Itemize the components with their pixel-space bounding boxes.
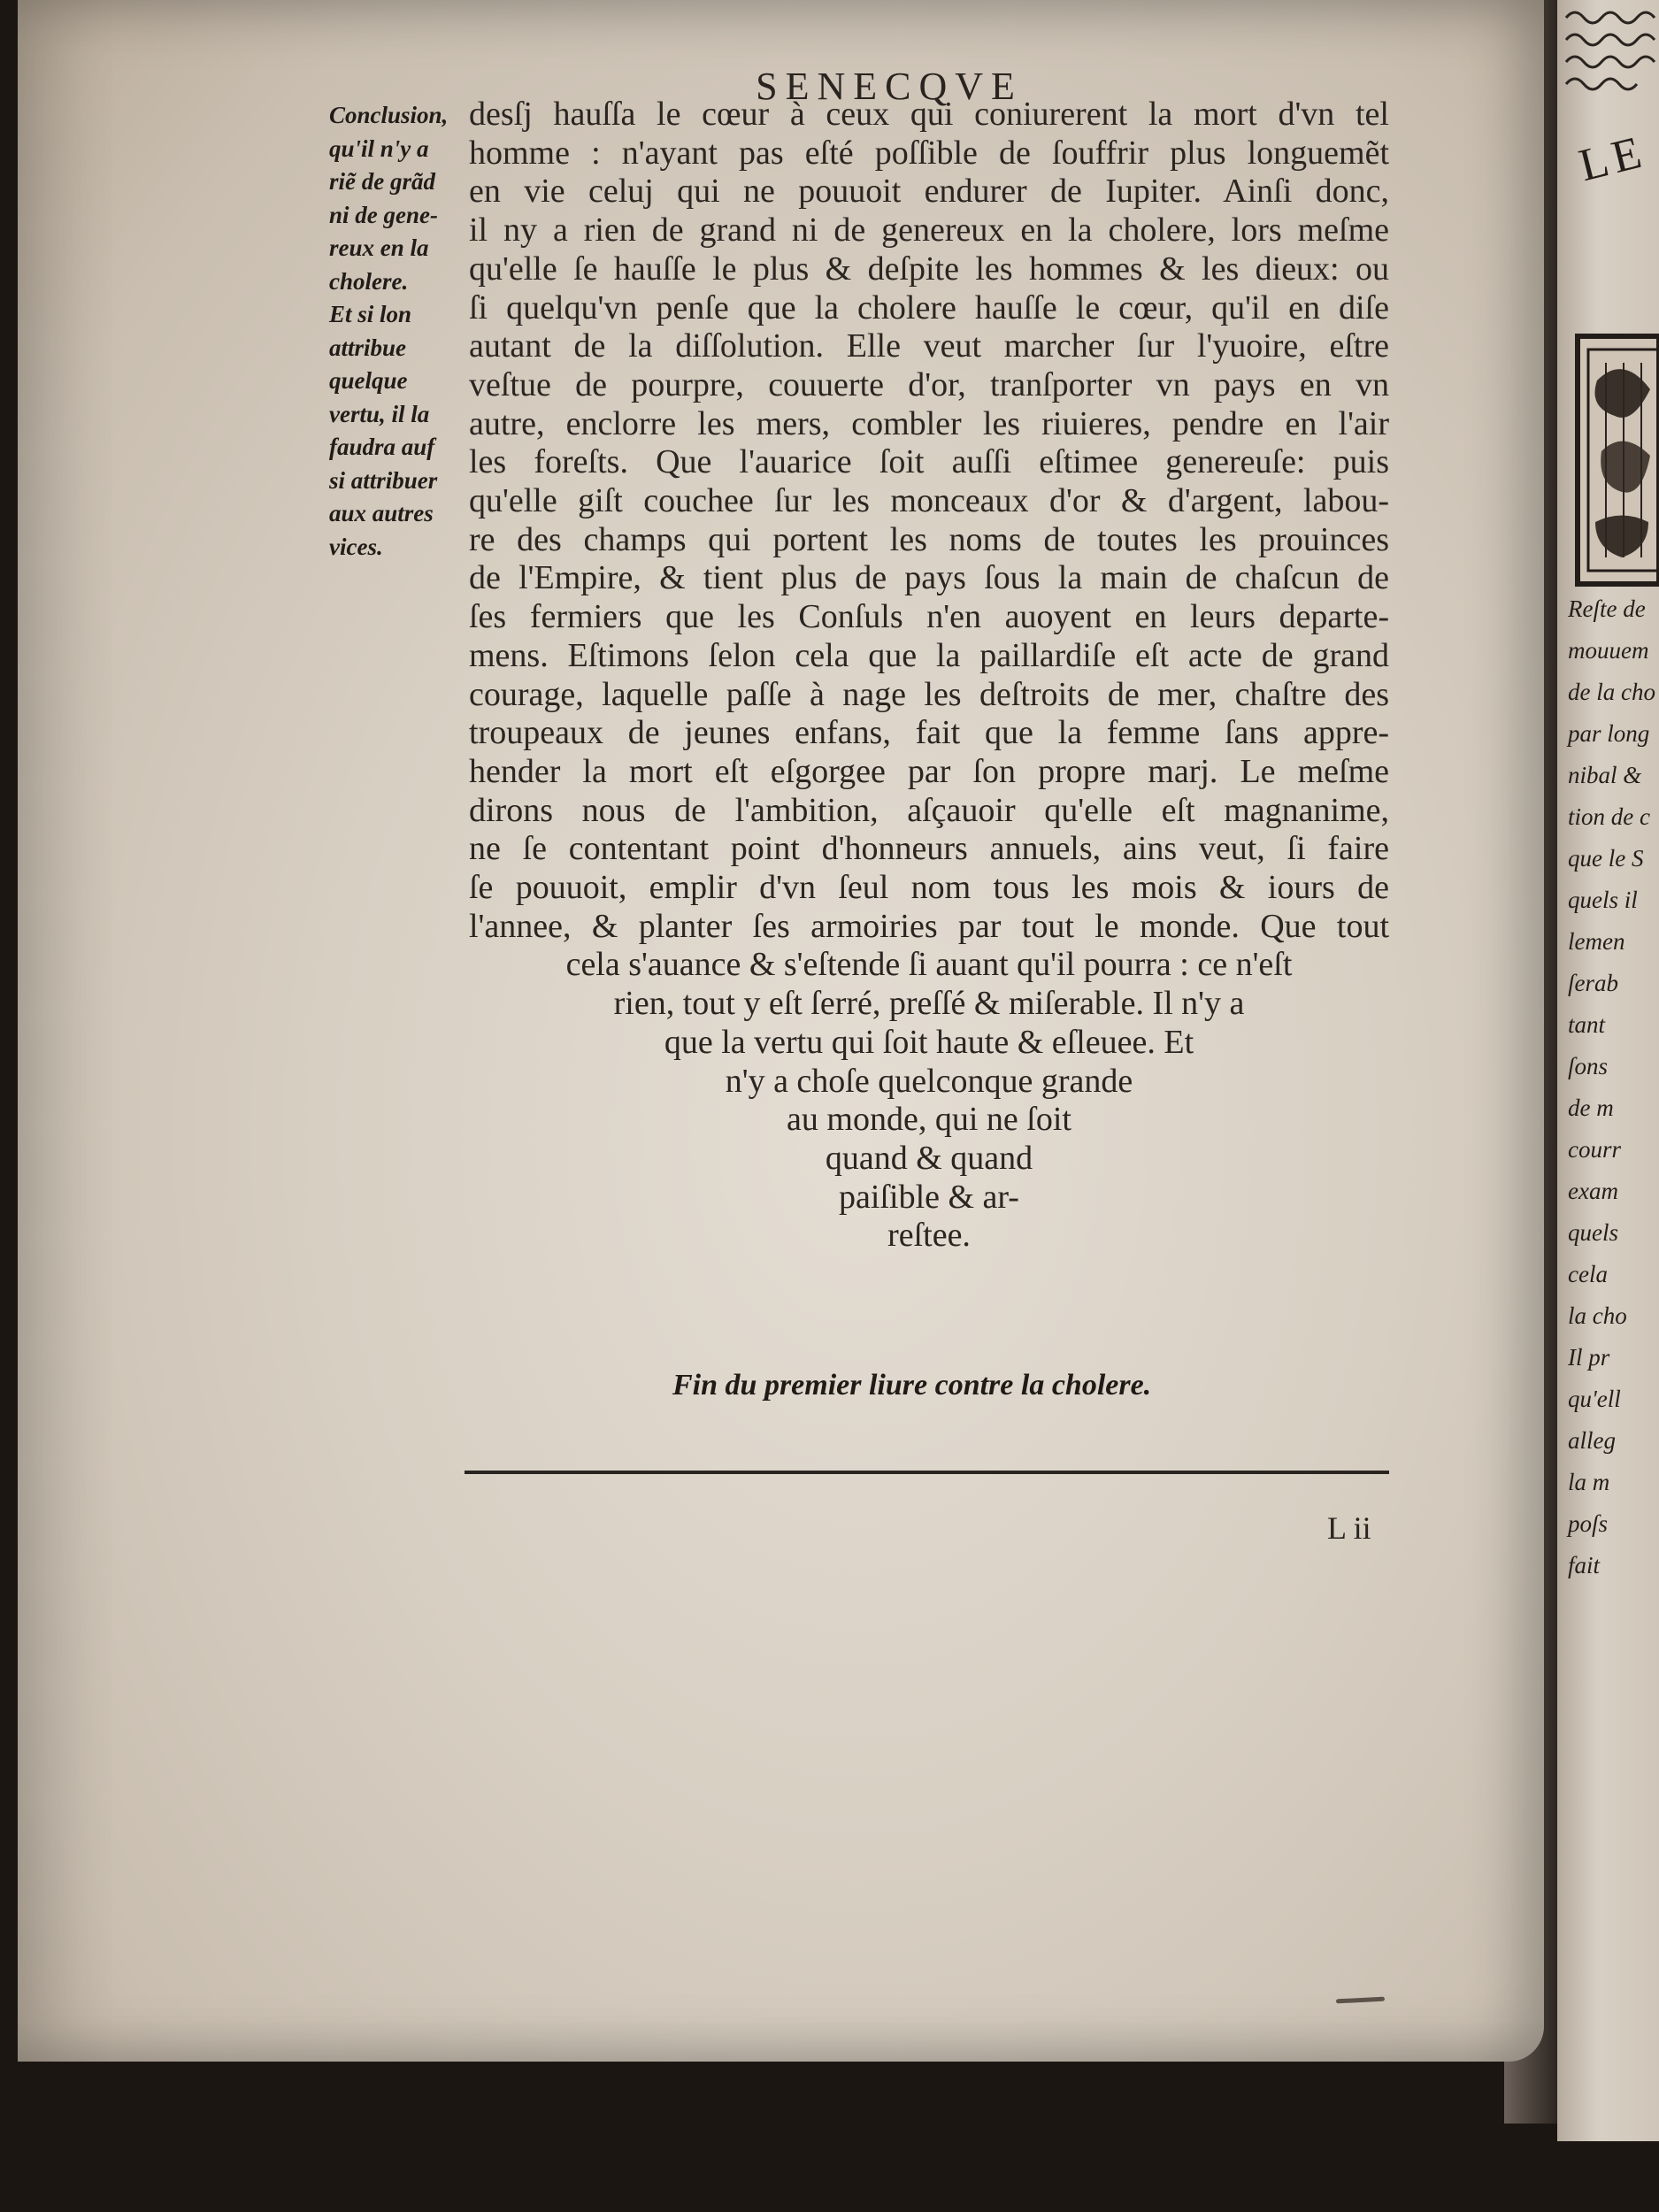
margin-note-line: la m (1568, 1469, 1610, 1495)
text-line: paiſible & ar- (839, 1178, 1019, 1216)
text-line: ne ſe contentant point d'honneurs annuels, ains veut, ſi faire (469, 830, 1389, 868)
colophon: Fin du premier liure contre la cholere. (672, 1369, 1152, 1402)
margin-note-line: attribue (329, 334, 407, 361)
text-line: courage, laquelle paſſe à nage les deſtroits de mer, chaſtre des (469, 675, 1389, 713)
right-margin-note (1568, 588, 1659, 1586)
text-line: mens. Eſtimons ſelon cela que la paillardiſe eſt acte de grand (469, 636, 1389, 674)
margin-note-line: tion de c (1568, 803, 1650, 830)
margin-note-line: que le S (1568, 845, 1644, 872)
margin-note-line: aux autres (329, 500, 434, 526)
margin-note-line: tant (1568, 1011, 1606, 1038)
tapered-paragraph (469, 946, 1389, 1256)
text-line: desſj hauſſa le cœur à ceux qui coniurerent la mort d'vn tel (469, 96, 1389, 133)
text-line: hender la mort eſt eſgorgee par ſon propre marj. Le meſme (469, 752, 1389, 790)
text-line: veſtue de pourpre, couuerte d'or, tranſporter vn pays en vn (469, 365, 1389, 403)
margin-note-line: vertu, il la (329, 400, 430, 427)
margin-note-line: Reſte de (1568, 595, 1646, 622)
text-line: autant de la diſſolution. Elle veut marcher ſur l'yuoire, eſtre (469, 327, 1389, 365)
margin-note-line: courr (1568, 1136, 1621, 1163)
text-line: autre, enclorre les mers, combler les riuieres, pendre en l'air (469, 404, 1389, 442)
margin-note-line: ſons (1568, 1053, 1609, 1079)
margin-note-line: exam (1568, 1178, 1618, 1204)
margin-note-line: Et si lon (329, 301, 412, 327)
margin-note-line: faudra auf (329, 434, 435, 460)
margin-note-line: nibal & (1568, 762, 1642, 788)
margin-note-line: lemen (1568, 928, 1625, 955)
margin-note-line: qu'ell (1568, 1386, 1621, 1412)
margin-note-line: quels il (1568, 887, 1638, 913)
margin-note-line: alleg (1568, 1427, 1616, 1454)
text-line: il ny a rien de grand ni de genereux en la cholere, lors meſme (469, 211, 1389, 250)
text-line: homme : n'ayant pas eſté poſſible de ſouffrir plus longuemẽt (469, 134, 1389, 172)
margin-note-line: mouuem (1568, 637, 1649, 664)
text-line: troupeaux de jeunes enfans, fait que la femme ſans appre- (469, 714, 1389, 752)
margin-note-line: cholere. (329, 267, 409, 295)
text-line: reſtee. (887, 1217, 971, 1255)
horizontal-rule (465, 1471, 1389, 1474)
margin-note-line: cela (1568, 1261, 1608, 1287)
margin-note-line: vices. (329, 533, 383, 560)
margin-note-line: ni de gene- (329, 201, 438, 228)
text-line: re des champs qui portent les noms de toutes les prouinces (469, 520, 1389, 558)
margin-note-line: qu'il n'y a (329, 134, 429, 162)
margin-note-line: la cho (1568, 1302, 1627, 1329)
right-running-head: LE (1574, 126, 1652, 192)
text-line: de l'Empire, & tient plus de pays ſous la main de chaſcun de (469, 559, 1389, 597)
running-head: SENECQVE (756, 65, 1023, 108)
margin-note-line: si attribuer (329, 466, 438, 494)
text-line: rien, tout y eſt ſerré, preſſé & miſerable. Il n'y a (613, 985, 1245, 1023)
text-line: quand & quand (825, 1139, 1033, 1177)
margin-note-line: de la cho (1568, 679, 1655, 705)
woodcut-illustration-icon (1571, 327, 1659, 593)
margin-note-line: fait (1568, 1552, 1601, 1578)
text-line: au monde, qui ne ſoit (787, 1101, 1071, 1139)
margin-note-line: Conclusion, (329, 102, 449, 128)
text-line: l'annee, & planter ſes armoiries par tout le monde. Que tout (469, 907, 1389, 945)
text-line: dirons nous de l'ambition, aſçauoir qu'elle eſt magnanime, (469, 791, 1389, 829)
text-line: ſes fermiers que les Conſuls n'en auoyent en leurs departe- (469, 598, 1389, 636)
ornament-border-icon (1557, 0, 1659, 106)
text-line: en vie celuj qui ne pouuoit endurer de Iupiter. Ainſi donc, (469, 173, 1389, 211)
text-line: ſi quelqu'vn penſe que la cholere hauſſe le cœur, qu'il en diſe (469, 288, 1389, 326)
text-line: les foreſts. Que l'auarice ſoit auſſi eſtimee genereuſe: puis (469, 443, 1389, 481)
margin-note-line: quels (1568, 1219, 1618, 1246)
text-line: n'y a choſe quelconque grande (725, 1062, 1133, 1100)
margin-note-line: quelque (329, 367, 408, 394)
signature-mark: L ii (1327, 1510, 1371, 1546)
text-line: qu'elle ſe hauſſe le plus & deſpite les hommes & les dieux: ou (469, 250, 1389, 288)
margin-note-line: Il pr (1568, 1344, 1610, 1371)
text-line: cela s'auance & s'eſtende ſi auant qu'il pourra : ce n'eſt (565, 946, 1293, 984)
margin-note-line: poſs (1568, 1510, 1609, 1537)
margin-note-line: reux en la (329, 234, 429, 261)
text-line: qu'elle giſt couchee ſur les monceaux d'or & d'argent, labou- (469, 482, 1389, 520)
margin-note (329, 99, 475, 564)
margin-note-line: par long (1568, 720, 1650, 747)
text-line: que la vertu qui ſoit haute & eſleuee. Et (664, 1023, 1194, 1061)
margin-note-line: ſerab (1568, 970, 1618, 996)
body-text (469, 96, 1389, 1256)
text-line: ſe pouuoit, emplir d'vn ſeul nom tous les mois & iours de (469, 869, 1389, 907)
margin-note-line: de m (1568, 1094, 1614, 1121)
margin-note-line: riẽ de grãd (329, 168, 435, 195)
